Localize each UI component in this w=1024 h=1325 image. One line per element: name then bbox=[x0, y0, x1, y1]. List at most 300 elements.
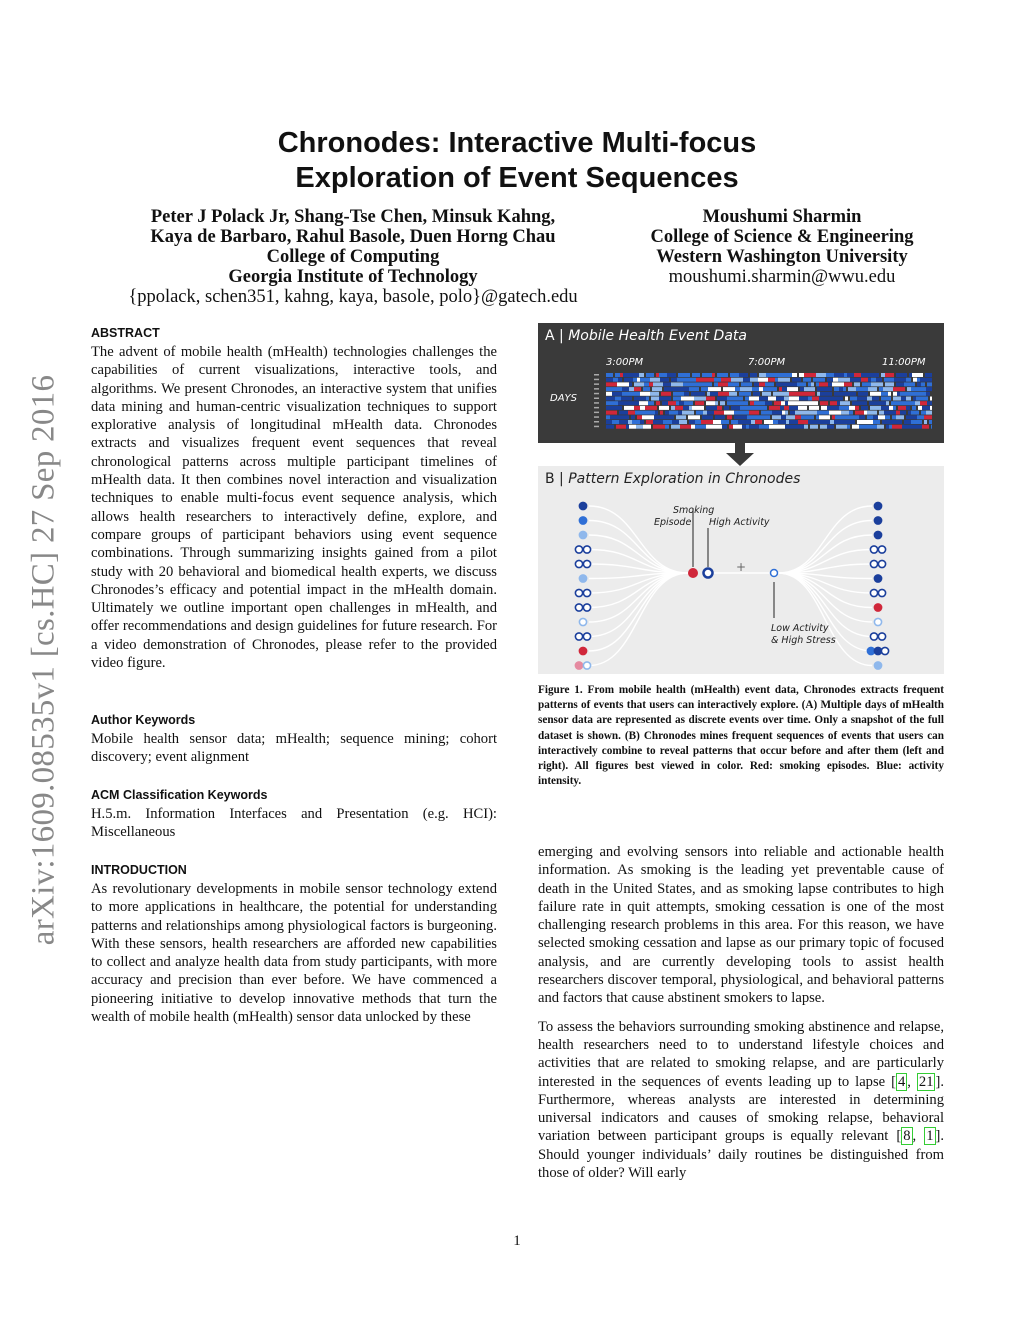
day-tick bbox=[594, 412, 599, 414]
event-cell bbox=[718, 392, 729, 396]
event-cell bbox=[727, 397, 735, 401]
event-cell bbox=[915, 401, 920, 405]
event-cell bbox=[606, 392, 612, 396]
event-cell bbox=[764, 420, 773, 424]
pattern-node bbox=[874, 647, 881, 654]
event-cell bbox=[929, 420, 932, 424]
event-cell bbox=[902, 425, 910, 429]
event-cell bbox=[656, 373, 659, 377]
event-cell bbox=[913, 378, 917, 382]
event-cell bbox=[783, 392, 789, 396]
event-cell bbox=[626, 425, 629, 429]
event-cell bbox=[731, 420, 738, 424]
event-cell bbox=[792, 373, 797, 377]
event-cell bbox=[683, 382, 689, 386]
event-cell bbox=[792, 397, 799, 401]
event-cell bbox=[741, 382, 752, 386]
citation-link-8[interactable]: 8 bbox=[903, 1128, 911, 1145]
event-cell bbox=[701, 387, 708, 391]
panel-a-letter: A | bbox=[545, 328, 569, 344]
acm-section bbox=[91, 787, 497, 842]
event-cell bbox=[916, 420, 922, 424]
keywords-heading: Author Keywords bbox=[91, 713, 196, 727]
event-cell bbox=[619, 411, 628, 415]
event-cell bbox=[668, 401, 676, 405]
flow-line bbox=[778, 573, 872, 622]
pattern-node bbox=[874, 517, 881, 524]
event-cell bbox=[754, 382, 759, 386]
event-cell bbox=[807, 401, 818, 405]
citation-link-1[interactable]: 1 bbox=[926, 1128, 934, 1145]
event-cell bbox=[836, 425, 847, 429]
arxiv-id: arXiv:1609.08535v1 [cs.HC] 27 Sep 2016 bbox=[25, 374, 62, 946]
event-cell bbox=[912, 406, 916, 410]
event-cell bbox=[615, 373, 620, 377]
event-cell bbox=[785, 411, 788, 415]
event-cell bbox=[774, 387, 777, 391]
event-cell bbox=[619, 420, 628, 424]
event-cell bbox=[881, 397, 891, 401]
pattern-node bbox=[579, 502, 586, 509]
event-cell bbox=[640, 406, 645, 410]
event-cell bbox=[765, 401, 772, 405]
event-cell bbox=[723, 387, 735, 391]
event-cell bbox=[917, 382, 921, 386]
event-cell bbox=[903, 401, 915, 405]
event-cell bbox=[772, 411, 782, 415]
event-cell bbox=[926, 392, 930, 396]
event-cell bbox=[763, 387, 771, 391]
event-cell bbox=[749, 425, 759, 429]
event-cell bbox=[759, 425, 769, 429]
day-tick bbox=[594, 393, 599, 395]
event-cell bbox=[606, 397, 612, 401]
event-cell bbox=[892, 415, 896, 419]
event-cell bbox=[857, 420, 866, 424]
event-cell bbox=[711, 387, 721, 391]
smoking-episode-node[interactable] bbox=[688, 568, 698, 578]
event-cell bbox=[717, 373, 728, 377]
event-cell bbox=[679, 420, 687, 424]
event-cell bbox=[835, 415, 847, 419]
event-cell bbox=[746, 425, 749, 429]
event-cell bbox=[816, 382, 819, 386]
event-cell bbox=[827, 378, 833, 382]
event-cell bbox=[628, 420, 632, 424]
event-cell bbox=[912, 382, 915, 386]
event-cell bbox=[879, 411, 884, 415]
event-cell bbox=[629, 425, 636, 429]
event-cell bbox=[715, 401, 718, 405]
event-cell bbox=[898, 406, 906, 410]
event-cell bbox=[797, 382, 806, 386]
event-cell bbox=[617, 382, 629, 386]
event-cell bbox=[910, 425, 922, 429]
event-cell bbox=[799, 373, 804, 377]
flow-line bbox=[778, 573, 872, 666]
event-cell bbox=[771, 387, 774, 391]
event-cell bbox=[819, 415, 830, 419]
pattern-node bbox=[874, 502, 881, 509]
event-cell bbox=[857, 397, 867, 401]
event-cell bbox=[671, 378, 677, 382]
event-cell bbox=[778, 378, 790, 382]
event-cell bbox=[713, 420, 721, 424]
author-name-right: Moushumi Sharmin bbox=[702, 207, 862, 227]
event-cell bbox=[820, 392, 832, 396]
event-cell bbox=[706, 401, 715, 405]
event-cell bbox=[727, 401, 737, 405]
event-cell bbox=[646, 420, 653, 424]
event-cell bbox=[629, 382, 632, 386]
event-cell bbox=[721, 420, 729, 424]
event-cell bbox=[906, 378, 911, 382]
pattern-node bbox=[583, 633, 590, 640]
event-cell bbox=[810, 425, 818, 429]
event-cell bbox=[654, 415, 663, 419]
event-cell bbox=[624, 378, 633, 382]
event-cell bbox=[677, 378, 684, 382]
event-cell bbox=[689, 406, 692, 410]
event-cell bbox=[724, 411, 731, 415]
event-cell bbox=[634, 387, 641, 391]
event-cell bbox=[606, 425, 609, 429]
flow-line bbox=[778, 550, 872, 574]
event-cell bbox=[904, 392, 916, 396]
event-cell bbox=[759, 382, 765, 386]
pattern-node bbox=[867, 647, 874, 654]
event-cell bbox=[930, 406, 932, 410]
event-cell bbox=[673, 397, 681, 401]
intro-para-continued: emerging and evolving sensors into reliable and actionable health information. As smoking is the leading yet preventable cause of death in the United States, and as smoking lapse contributes to high failure rate in quit attempts, smoking cessation is one of the most challenging research problems in this area. For this reason, we have selected smoking cessation and lapse as our primary topic of focused analysis, and are currently developing tools to assist health researchers discover temporal, physiological, and behavioral patterns and factors that cause abstinent smokers to lapse. bbox=[538, 844, 944, 1007]
event-cell bbox=[846, 420, 855, 424]
event-cell bbox=[785, 373, 792, 377]
citation-link-4[interactable]: 4 bbox=[897, 1073, 906, 1090]
event-cell bbox=[820, 387, 832, 391]
high-activity-node[interactable] bbox=[704, 569, 713, 578]
event-cell bbox=[684, 387, 689, 391]
event-cell bbox=[816, 373, 826, 377]
event-cell bbox=[856, 387, 868, 391]
event-cell bbox=[624, 406, 634, 410]
event-cell bbox=[707, 392, 710, 396]
day-tick bbox=[594, 416, 599, 418]
page-number: 1 bbox=[513, 1233, 521, 1249]
event-cell bbox=[747, 415, 757, 419]
abstract-heading: ABSTRACT bbox=[91, 326, 160, 340]
event-cell bbox=[666, 378, 669, 382]
event-cell bbox=[745, 397, 749, 401]
event-cell bbox=[837, 401, 840, 405]
event-cell bbox=[808, 420, 811, 424]
pattern-node bbox=[579, 618, 586, 625]
event-cell bbox=[661, 392, 671, 396]
event-cell bbox=[924, 420, 927, 424]
event-cell bbox=[635, 411, 645, 415]
flow-line bbox=[589, 573, 688, 666]
event-cell bbox=[855, 411, 864, 415]
day-tick bbox=[594, 379, 599, 381]
event-cell bbox=[739, 373, 748, 377]
event-cell bbox=[676, 401, 679, 405]
event-cell bbox=[612, 420, 619, 424]
event-cell bbox=[829, 411, 841, 415]
event-cell bbox=[817, 392, 820, 396]
event-cell bbox=[834, 420, 846, 424]
event-cell bbox=[879, 387, 883, 391]
figure-panel-a bbox=[538, 323, 944, 443]
event-cell bbox=[684, 378, 696, 382]
event-cell bbox=[667, 373, 676, 377]
event-cell bbox=[740, 406, 751, 410]
keywords-text: Mobile health sensor data; mHealth; sequence mining; cohort discovery; event alignment bbox=[91, 731, 497, 766]
event-cell bbox=[733, 425, 742, 429]
time-label-3pm: 3:00PM bbox=[606, 357, 644, 368]
event-cell bbox=[660, 411, 663, 415]
event-cell bbox=[729, 392, 737, 396]
event-cell bbox=[769, 425, 775, 429]
pattern-node bbox=[575, 633, 582, 640]
pattern-node bbox=[583, 589, 590, 596]
event-cell bbox=[838, 378, 850, 382]
event-cell bbox=[695, 420, 701, 424]
event-cell bbox=[773, 392, 783, 396]
event-cell bbox=[800, 387, 804, 391]
event-cell bbox=[798, 420, 808, 424]
event-cell bbox=[782, 411, 785, 415]
event-cell bbox=[649, 382, 653, 386]
author-inst-right: Western Washington University bbox=[656, 247, 908, 267]
event-cell bbox=[926, 387, 932, 391]
event-cell bbox=[717, 397, 727, 401]
event-cell bbox=[893, 387, 905, 391]
event-cell bbox=[753, 392, 760, 396]
event-cell bbox=[883, 387, 893, 391]
event-cell bbox=[765, 382, 774, 386]
event-cell bbox=[850, 378, 861, 382]
event-cell bbox=[877, 425, 884, 429]
event-cell bbox=[817, 387, 820, 391]
pattern-node bbox=[575, 546, 582, 553]
event-cell bbox=[916, 397, 928, 401]
event-cell bbox=[613, 387, 622, 391]
para2-text-c: ]. Should younger individuals’ daily routines be distinguished from those of older? Will early bbox=[538, 1128, 945, 1182]
event-cell bbox=[803, 378, 811, 382]
event-cell bbox=[689, 382, 693, 386]
event-cell bbox=[692, 406, 704, 410]
author-email-right: moushumi.sharmin@wwu.edu bbox=[668, 267, 896, 287]
event-cell bbox=[640, 392, 650, 396]
event-cell bbox=[906, 415, 917, 419]
event-cell bbox=[927, 382, 932, 386]
event-cell bbox=[775, 378, 778, 382]
event-cell bbox=[819, 382, 828, 386]
event-cell bbox=[819, 397, 831, 401]
event-cell bbox=[792, 425, 804, 429]
event-cell bbox=[734, 411, 744, 415]
days-label: DAYS bbox=[550, 393, 577, 404]
event-cell bbox=[773, 420, 778, 424]
event-cell bbox=[920, 378, 926, 382]
event-cell bbox=[832, 382, 844, 386]
event-cell bbox=[840, 401, 850, 405]
event-cell bbox=[639, 401, 648, 405]
panel-b-title-text: Pattern Exploration in Chronodes bbox=[568, 471, 801, 487]
event-cell bbox=[844, 392, 856, 396]
event-cell bbox=[606, 387, 613, 391]
event-cell bbox=[848, 387, 856, 391]
event-cell bbox=[893, 397, 901, 401]
para2-text-b: ]. Furthermore, whereas analysts are interested in determining universal indicators and causes of smoking relapse, behavioral variation between participant groups is equally relevant [ bbox=[538, 1073, 944, 1145]
event-cell bbox=[693, 382, 703, 386]
event-cell bbox=[778, 420, 786, 424]
event-cell bbox=[694, 397, 706, 401]
event-cell bbox=[776, 382, 783, 386]
event-cell bbox=[849, 406, 855, 410]
event-cell bbox=[625, 415, 629, 419]
event-cell bbox=[867, 397, 872, 401]
event-cell bbox=[847, 373, 854, 377]
event-cell bbox=[812, 397, 819, 401]
event-cell bbox=[662, 401, 668, 405]
event-cell bbox=[780, 406, 784, 410]
event-cell bbox=[691, 425, 695, 429]
event-cell bbox=[628, 411, 635, 415]
citation-link-21[interactable]: 21 bbox=[918, 1073, 934, 1090]
event-cell bbox=[659, 406, 669, 410]
event-cell bbox=[674, 387, 684, 391]
event-cell bbox=[829, 373, 834, 377]
pattern-node bbox=[878, 546, 885, 553]
event-cell bbox=[886, 425, 889, 429]
day-tick bbox=[594, 388, 599, 390]
event-cell bbox=[820, 425, 827, 429]
event-cell bbox=[872, 397, 879, 401]
event-cell bbox=[889, 406, 893, 410]
event-data-chart bbox=[538, 323, 944, 443]
event-cell bbox=[858, 392, 868, 396]
event-cell bbox=[707, 411, 714, 415]
event-cell bbox=[925, 373, 932, 377]
event-cell bbox=[885, 373, 894, 377]
low-activity-node[interactable] bbox=[771, 570, 778, 577]
cite-sep-1: , bbox=[907, 1073, 917, 1090]
event-cell bbox=[900, 392, 904, 396]
event-cell bbox=[762, 392, 771, 396]
event-cell bbox=[775, 425, 779, 429]
event-cell bbox=[660, 378, 666, 382]
pattern-node bbox=[870, 560, 877, 567]
event-cell bbox=[646, 397, 649, 401]
event-cell bbox=[870, 406, 881, 410]
event-cell bbox=[813, 378, 825, 382]
event-cell bbox=[714, 378, 721, 382]
event-cell bbox=[695, 425, 706, 429]
event-cell bbox=[759, 397, 768, 401]
figure-caption: Figure 1. From mobile health (mHealth) event data, Chronodes extracts frequent patterns of events that users can interactively explore. (A) Multiple days of mHealth sensor data are represented as discrete events over time. Only a snapshot of the full dataset is shown. (B) Chronodes mines frequent sequences of events that users can interactively combine to reveal patterns that occur before and after them (left and right). All figures best viewed in color. Red: smoking episodes. Blue: activity intensity. bbox=[538, 684, 944, 788]
event-cell bbox=[737, 401, 748, 405]
event-cell bbox=[633, 378, 637, 382]
event-cell bbox=[722, 425, 727, 429]
event-cell bbox=[896, 411, 900, 415]
event-cell bbox=[893, 392, 897, 396]
event-cell bbox=[768, 378, 775, 382]
event-cell bbox=[782, 387, 787, 391]
low-activity-label-2: & High Stress bbox=[771, 635, 836, 646]
event-cell bbox=[922, 406, 930, 410]
event-cell bbox=[606, 411, 617, 415]
pattern-node bbox=[583, 604, 590, 611]
event-cell bbox=[618, 378, 622, 382]
abstract-text: The advent of mobile health (mHealth) technologies challenges the capabilities of current visualizations, interactive tools, and algorithms. We present Chronodes, an interactive system that unifies data mining and human-centric visualization techniques to support explorative analysis of longitudinal mHealth data. Chronodes extracts and visualizes frequent event sequences that reveal chronological patterns across multiple participant timelines of mHealth data. It then combines novel interaction and visualization techniques to enable multi-focus event sequence analysis, which allows health researchers to interactively define, explore, and compare groups of participant behaviors using event sequence combinations. Through summarizing insights gained from a pilot study with 20 behavioral and biomedical health experts, we discuss Chronodes’s efficacy and potential impact in the mHealth domain. Ultimately we outline important open challenges in mHealth, and offer recommendations and design guidelines for future research. For a video demonstration of Chronodes, please refer to the provided video figure. bbox=[91, 344, 497, 672]
event-cell bbox=[894, 420, 902, 424]
event-cell bbox=[789, 392, 799, 396]
pattern-node bbox=[881, 647, 888, 654]
event-cell bbox=[901, 382, 904, 386]
event-cell bbox=[665, 425, 669, 429]
event-cell bbox=[896, 415, 904, 419]
event-cell bbox=[774, 401, 781, 405]
event-cell bbox=[913, 397, 916, 401]
event-cell bbox=[786, 420, 789, 424]
event-cell bbox=[904, 420, 911, 424]
event-cell bbox=[834, 373, 844, 377]
pattern-node bbox=[874, 604, 881, 611]
panel-a-title-text: Mobile Health Event Data bbox=[568, 328, 747, 344]
event-cell bbox=[783, 382, 789, 386]
event-cell bbox=[906, 397, 911, 401]
event-cell bbox=[724, 406, 729, 410]
pattern-node bbox=[575, 604, 582, 611]
right-column-body bbox=[538, 843, 944, 1182]
event-cell bbox=[630, 401, 639, 405]
event-cell bbox=[852, 425, 859, 429]
event-cell bbox=[640, 378, 650, 382]
event-cell bbox=[870, 392, 881, 396]
event-cell bbox=[844, 382, 852, 386]
event-cell bbox=[606, 406, 618, 410]
event-cell bbox=[871, 382, 883, 386]
event-cell bbox=[734, 415, 742, 419]
event-cell bbox=[606, 401, 618, 405]
event-cell bbox=[871, 378, 876, 382]
high-activity-label: High Activity bbox=[709, 517, 770, 528]
event-cell bbox=[665, 411, 669, 415]
author-dept-left: College of Computing bbox=[266, 247, 440, 267]
event-cell bbox=[688, 415, 700, 419]
event-cell bbox=[663, 373, 667, 377]
event-cell bbox=[695, 401, 704, 405]
event-cell bbox=[845, 397, 848, 401]
event-cell bbox=[810, 415, 814, 419]
event-cell bbox=[681, 397, 691, 401]
event-cell bbox=[740, 387, 752, 391]
flow-line bbox=[589, 535, 688, 573]
event-cell bbox=[676, 415, 686, 419]
event-cell bbox=[912, 373, 923, 377]
event-cell bbox=[884, 411, 896, 415]
time-label-11pm: 11:00PM bbox=[882, 357, 926, 368]
event-cell bbox=[671, 382, 683, 386]
event-cell bbox=[876, 378, 882, 382]
event-cell bbox=[830, 420, 834, 424]
event-cell bbox=[831, 397, 843, 401]
event-cell bbox=[629, 387, 634, 391]
event-cell bbox=[843, 387, 846, 391]
event-cell bbox=[672, 420, 679, 424]
event-cell bbox=[790, 411, 795, 415]
event-cell bbox=[789, 406, 798, 410]
